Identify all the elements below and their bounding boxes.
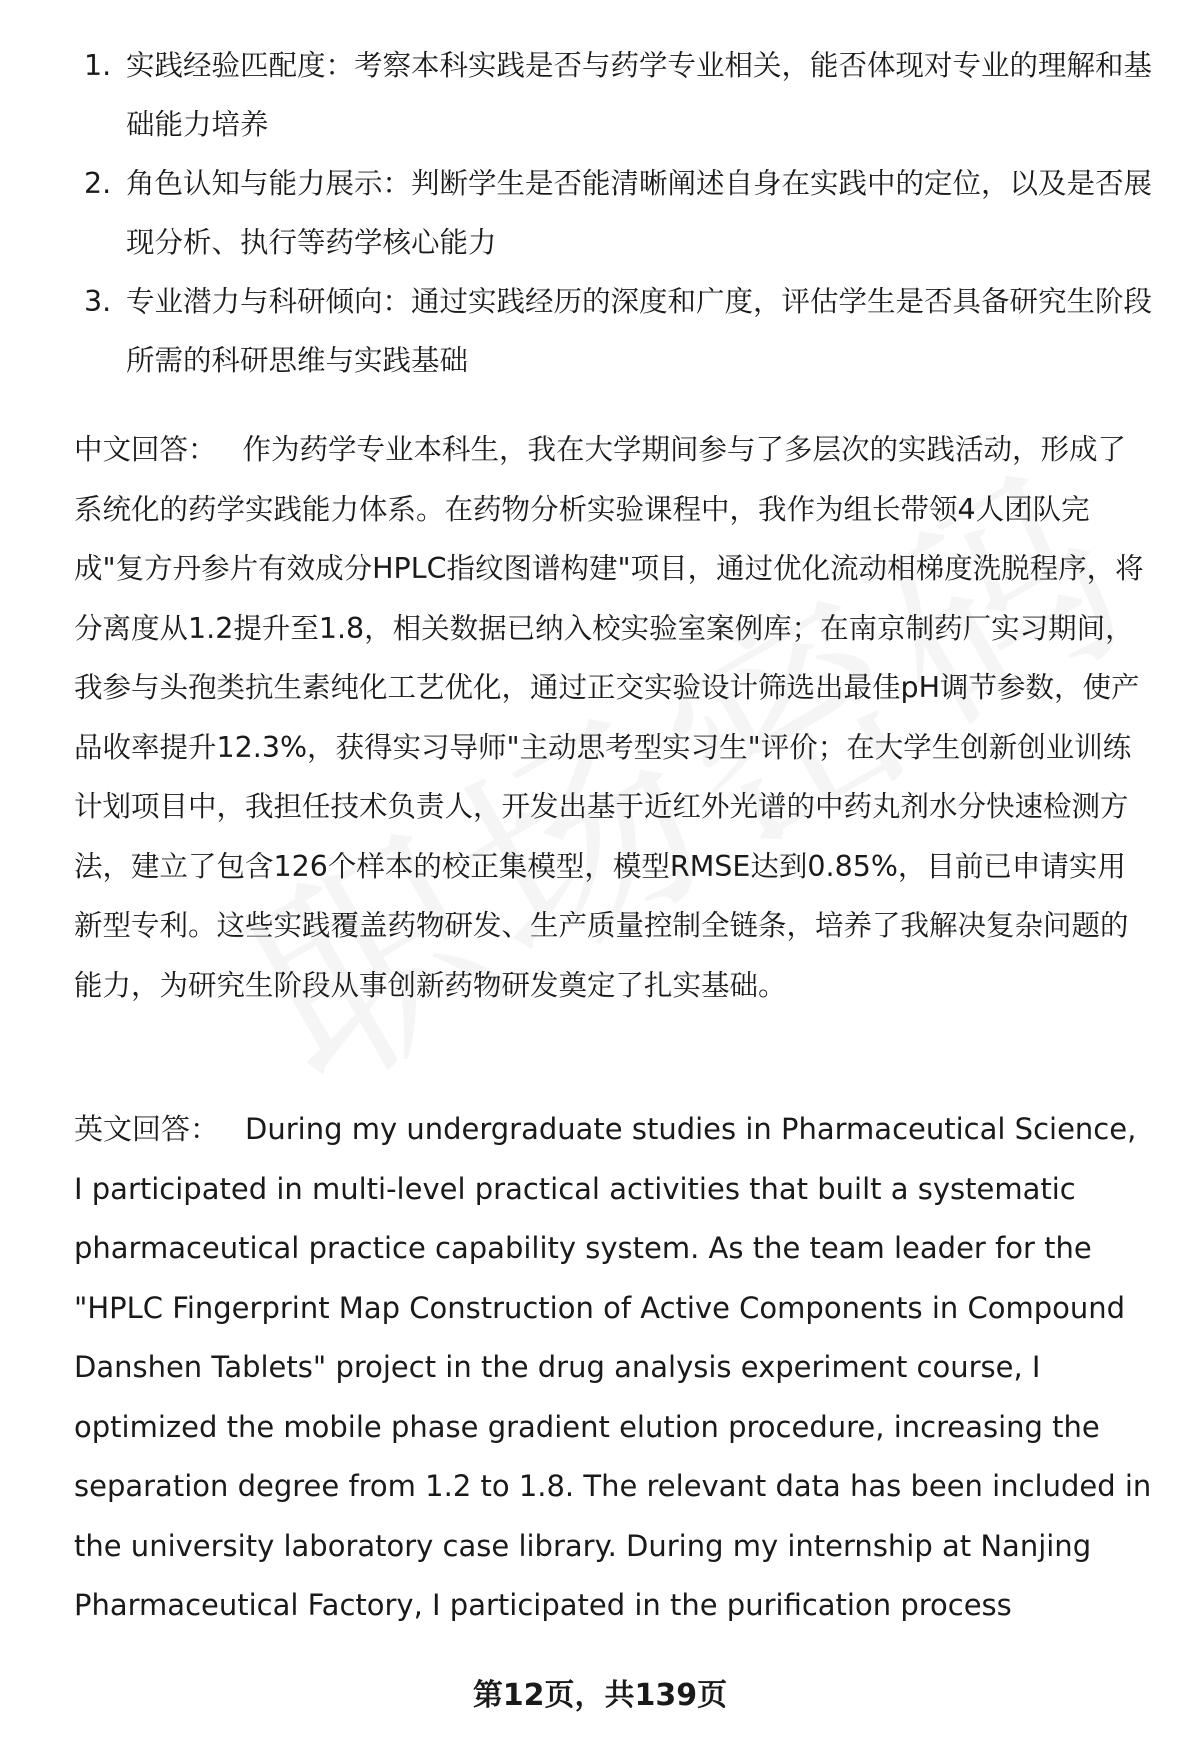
list-item <box>72 154 1152 272</box>
list-item <box>72 36 1152 154</box>
list-item-number: 3. <box>84 285 112 318</box>
page-number-footer: 第12页，共139页 <box>472 1678 728 1713</box>
list-item-text: 实践经验匹配度：考察本科实践是否与药学专业相关，能否体现对专业的理解和基础能力培养 <box>126 49 1153 141</box>
list-item-text: 专业潜力与科研倾向：通过实践经历的深度和广度，评估学生是否具备研究生阶段所需的科研思维与实践基础 <box>126 285 1153 377</box>
list-item-number: 1. <box>84 49 112 82</box>
english-answer-paragraph <box>74 1100 1154 1636</box>
list-item-number: 2. <box>84 167 112 200</box>
english-answer-text: During my undergraduate studies in Pharmaceutical Science, I participated in multi-level practical activities that built a systematic pharmaceutical practice capability system. As the team leader for the "HPLC Fingerprint Map Construction of Active Components in Compound Danshen Tablets" project in the drug analysis experiment course, I optimized the mobile phase gradient elution procedure, increasing the separation degree from 1.2 to 1.8. The relevant data has been included in the university laboratory case library. During my internship at Nanjing Pharmaceutical Factory, I participated in the purification process <box>74 1112 1152 1622</box>
top-edge-fade <box>0 0 1200 38</box>
list-item-text: 角色认知与能力展示：判断学生是否能清晰阐述自身在实践中的定位，以及是否展现分析、执行等药学核心能力 <box>126 167 1153 259</box>
list-item <box>72 272 1152 390</box>
criteria-list <box>72 36 1152 390</box>
chinese-answer-text: 作为药学专业本科生，我在大学期间参与了多层次的实践活动，形成了系统化的药学实践能力体系。在药物分析实验课程中，我作为组长带领4人团队完成"复方丹参片有效成分HPLC指纹图谱构建"项目，通过优化流动相梯度洗脱程序，将分离度从1.2提升至1.8，相关数据已纳入校实验室案例库；在南京制药厂实习期间，我参与头孢类抗生素纯化工艺优化，通过正交实验设计筛选出最佳pH调节参数，使产品收率提升12.3%，获得实习导师"主动思考型实习生"评价；在大学生创新创业训练计划项目中，我担任技术负责人，开发出基于近红外光谱的中药丸剂水分快速检测方法，建立了包含126个样本的校正集模型，模型RMSE达到0.85%，目前已申请实用新型专利。这些实践覆盖药物研发、生产质量控制全链条，培养了我解决复杂问题的能力，为研究生阶段从事创新药物研发奠定了扎实基础。 <box>74 433 1144 1002</box>
chinese-answer-label: 中文回答： <box>74 433 217 466</box>
english-answer-label: 英文回答： <box>74 1112 220 1146</box>
chinese-answer-paragraph <box>74 420 1154 1015</box>
